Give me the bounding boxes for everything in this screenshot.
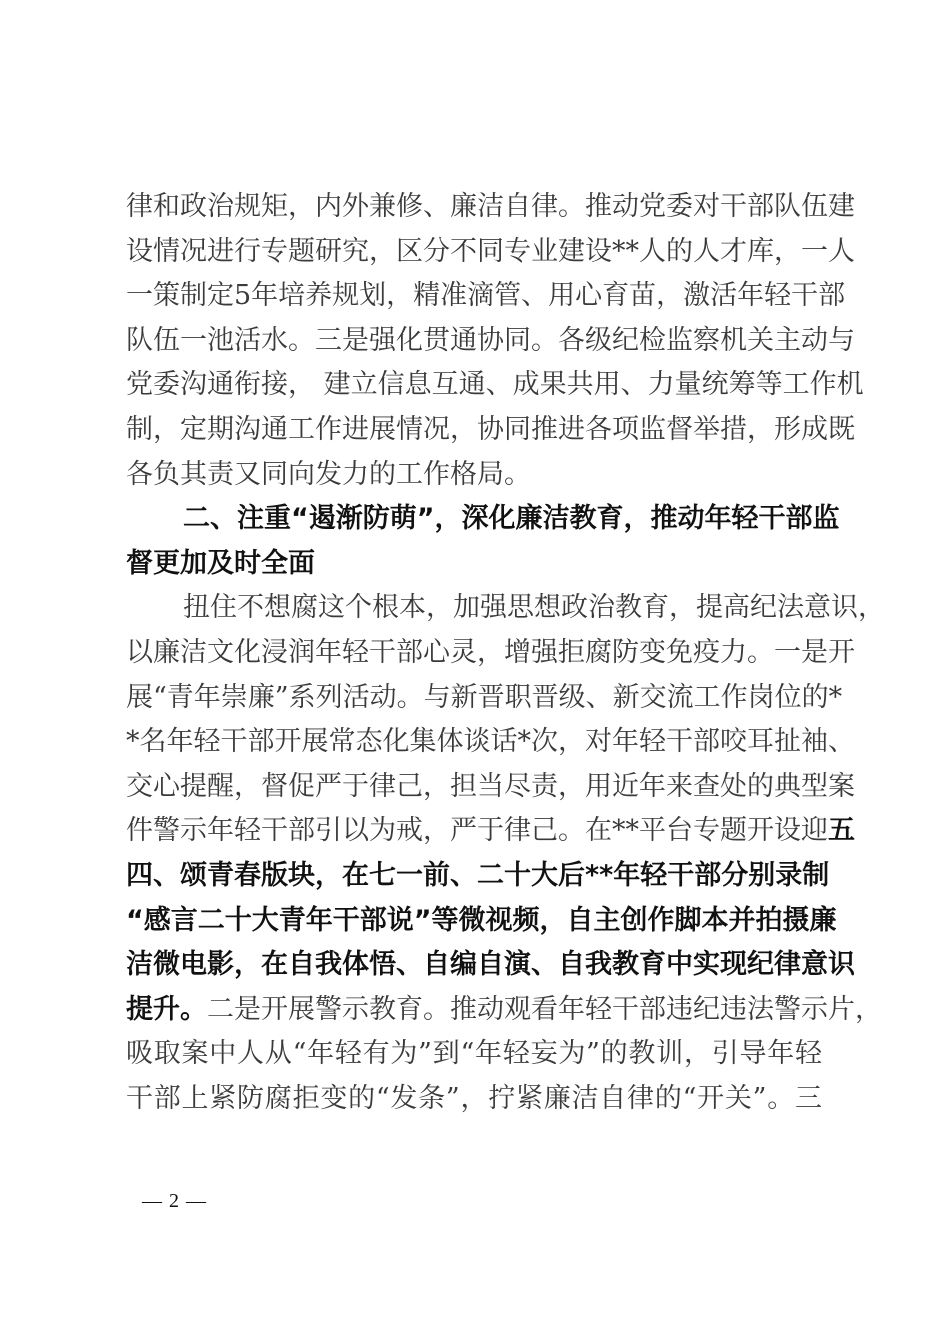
body-line: *名年轻干部开展常态化集体谈话*次，对年轻干部咬耳扯袖、 [126, 726, 855, 758]
body-line: 扭住不想腐这个根本，加强思想政治教育，提高纪法意识， [183, 592, 885, 624]
section-heading: 二、注重“遏渐防萌”，深化廉洁教育，推动年轻干部监 [183, 503, 840, 535]
body-line: 以廉洁文化浸润年轻干部心灵，增强拒腐防变免疫力。一是开 [126, 636, 855, 668]
emphasis-text: 提升。 [126, 993, 207, 1025]
section-heading: 督更加及时全面 [126, 547, 315, 579]
emphasis-line: 四、颂青春版块，在七一前、二十大后**年轻干部分别录制 [126, 859, 830, 891]
emphasis-line: 洁微电影，在自我体悟、自编自演、自我教育中实现纪律意识 [126, 949, 855, 981]
body-line: 设情况进行专题研究，区分不同专业建设**人的人才库，一人 [126, 235, 855, 267]
page-number: — 2 — [142, 1190, 207, 1212]
body-line-mixed [126, 809, 855, 854]
emphasis-line: “感言二十大青年干部说”等微视频，自主创作脚本并拍摄廉 [126, 904, 837, 936]
body-line-mixed [126, 988, 882, 1033]
body-line: 吸取案中人从“年轻有为”到“年轻妄为”的教训，引导年轻 [126, 1038, 822, 1070]
emphasis-text: 五 [828, 815, 855, 847]
body-line: 队伍一池活水。三是强化贯通协同。各级纪检监察机关主动与 [126, 324, 855, 356]
body-line: 律和政治规矩，内外兼修、廉洁自律。推动党委对干部队伍建 [126, 191, 855, 222]
body-line: 一策制定5年培养规划，精准滴管、用心育苗，激活年轻干部 [126, 280, 846, 312]
body-line: 交心提醒，督促严于律己，担当尽责，用近年来查处的典型案 [126, 770, 855, 802]
body-line: 各负其责又同向发力的工作格局。 [126, 458, 531, 490]
body-line: 干部上紧防腐拒变的“发条”，拧紧廉洁自律的“开关”。三 [126, 1082, 822, 1114]
body-text: 二是开展警示教育。推动观看年轻干部违纪违法警示片， [207, 993, 882, 1025]
body-line: 展“青年崇廉”系列活动。与新晋职晋级、新交流工作岗位的* [126, 681, 843, 713]
document-body [126, 185, 885, 1121]
body-line: 制，定期沟通工作进展情况，协同推进各项监督举措，形成既 [126, 413, 855, 445]
body-line: 党委沟通衔接， 建立信息互通、成果共用、力量统筹等工作机 [126, 369, 864, 401]
body-text: 件警示年轻干部引以为戒，严于律己。在**平台专题开设迎 [126, 815, 828, 847]
